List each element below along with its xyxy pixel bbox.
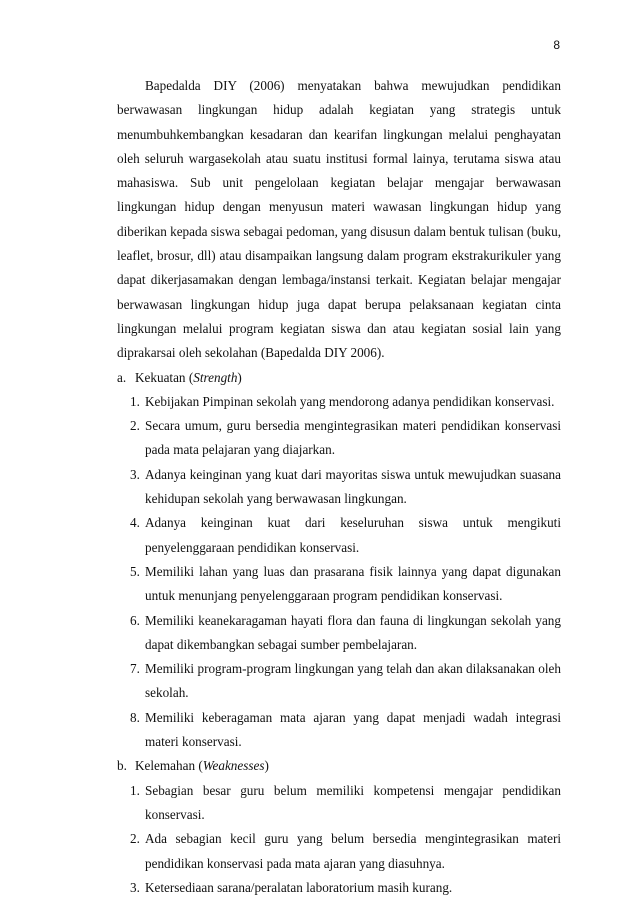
strength-list (117, 390, 561, 754)
list-item (130, 706, 561, 755)
list-item (130, 463, 561, 512)
list-item-text: Secara umum, guru bersedia mengintegrasikan materi pendidikan konservasi pada mata pelajaran yang diajarkan. (145, 418, 561, 458)
list-item (130, 414, 561, 463)
weakness-list (117, 779, 561, 900)
list-item-number: 6. (130, 612, 140, 628)
list-item-number: 2. (130, 831, 140, 847)
list-item-number: 3. (130, 879, 140, 895)
list-item-text: Memiliki keanekaragaman hayati flora dan fauna di lingkungan sekolah yang dapat dikembangkan sebagai sumber pembelajaran. (145, 612, 561, 652)
list-item-number: 4. (130, 515, 140, 531)
document-body (117, 74, 561, 900)
list-item (130, 657, 561, 706)
list-item-text: Ketersediaan sarana/peralatan laboratorium masih kurang. (145, 879, 453, 895)
section-b-title-text: Kelemahan ( (135, 758, 203, 774)
section-b-title-italic: Weaknesses (202, 758, 265, 774)
section-b-title (135, 754, 269, 778)
list-item (130, 511, 561, 560)
list-item-number: 7. (130, 661, 140, 677)
list-item-number: 1. (130, 782, 140, 798)
section-a-title (135, 366, 242, 390)
list-item-text: Ada sebagian kecil guru yang belum bersedia mengintegrasikan materi pendidikan konservasi pada mata ajaran yang diasuhnya. (145, 831, 561, 871)
list-item-text: Sebagian besar guru belum memiliki kompetensi mengajar pendidikan konservasi. (145, 782, 561, 822)
list-item (130, 827, 561, 876)
list-item-text: Adanya keinginan yang kuat dari mayoritas siswa untuk mewujudkan suasana kehidupan sekolah yang berwawasan lingkungan. (145, 466, 561, 507)
section-a-title-end: ) (237, 369, 242, 385)
list-item-number: 5. (130, 563, 140, 579)
section-a-marker: a. (117, 369, 127, 385)
section-a-title-italic: Strength (193, 369, 238, 385)
list-item-text: Memiliki keberagaman mata ajaran yang dapat menjadi wadah integrasi materi konservasi. (145, 709, 561, 750)
list-item (130, 609, 561, 658)
list-item-text: Memiliki lahan yang luas dan prasarana fisik lainnya yang dapat digunakan untuk menunjang penyelenggaraan program pendidikan konservasi. (145, 563, 561, 604)
list-item-number: 8. (130, 709, 140, 725)
intro-paragraph: Bapedalda DIY (2006) menyatakan bahwa mewujudkan pendidikan berwawasan lingkungan hidup adalah kegiatan yang strategis untuk menumbuhkembangkan kesadaran dan kearifan lingkungan melalui penghayatan oleh seluruh wargasekolah atau suatu institusi formal lainya, terutama siswa atau mahasiswa. Sub unit pengelolaan kegiatan belajar mengajar berwawasan lingkungan hidup dengan menyusun materi wawasan lingkungan hidup yang diberikan kepada siswa sebagai pedoman, yang disusun dalam bentuk tulisan (buku, leaflet, brosur, dll) atau disampaikan langsung dalam program ekstrakurikuler yang dapat dikerjasamakan dengan lembaga/instansi terkait. Kegiatan belajar mengajar berwawasan lingkungan hidup juga dapat berupa pelaksanaan kegiatan cinta lingkungan melalui program kegiatan siswa dan atau kegiatan sosial lain yang diprakarsai oleh sekolahan (Bapedalda DIY 2006). (117, 78, 561, 361)
section-b-heading (117, 754, 561, 778)
list-item-text: Memiliki program-program lingkungan yang telah dan akan dilaksanakan oleh sekolah. (145, 661, 561, 701)
list-item-number: 2. (130, 418, 140, 434)
section-b-title-end: ) (264, 758, 269, 774)
list-item-text: Adanya keinginan kuat dari keseluruhan siswa untuk mengikuti penyelenggaraan pendidikan konservasi. (145, 515, 561, 555)
page-number: 8 (553, 38, 560, 52)
list-item (130, 876, 561, 900)
section-b-marker: b. (117, 758, 127, 774)
list-item (130, 779, 561, 828)
list-item-number: 3. (130, 466, 140, 482)
list-item-number: 1. (130, 393, 140, 409)
section-a-title-text: Kekuatan ( (135, 369, 194, 385)
list-item (130, 390, 561, 414)
list-item-text: Kebijakan Pimpinan sekolah yang mendorong adanya pendidikan konservasi. (145, 393, 555, 409)
section-a-heading (117, 366, 561, 390)
list-item (130, 560, 561, 609)
